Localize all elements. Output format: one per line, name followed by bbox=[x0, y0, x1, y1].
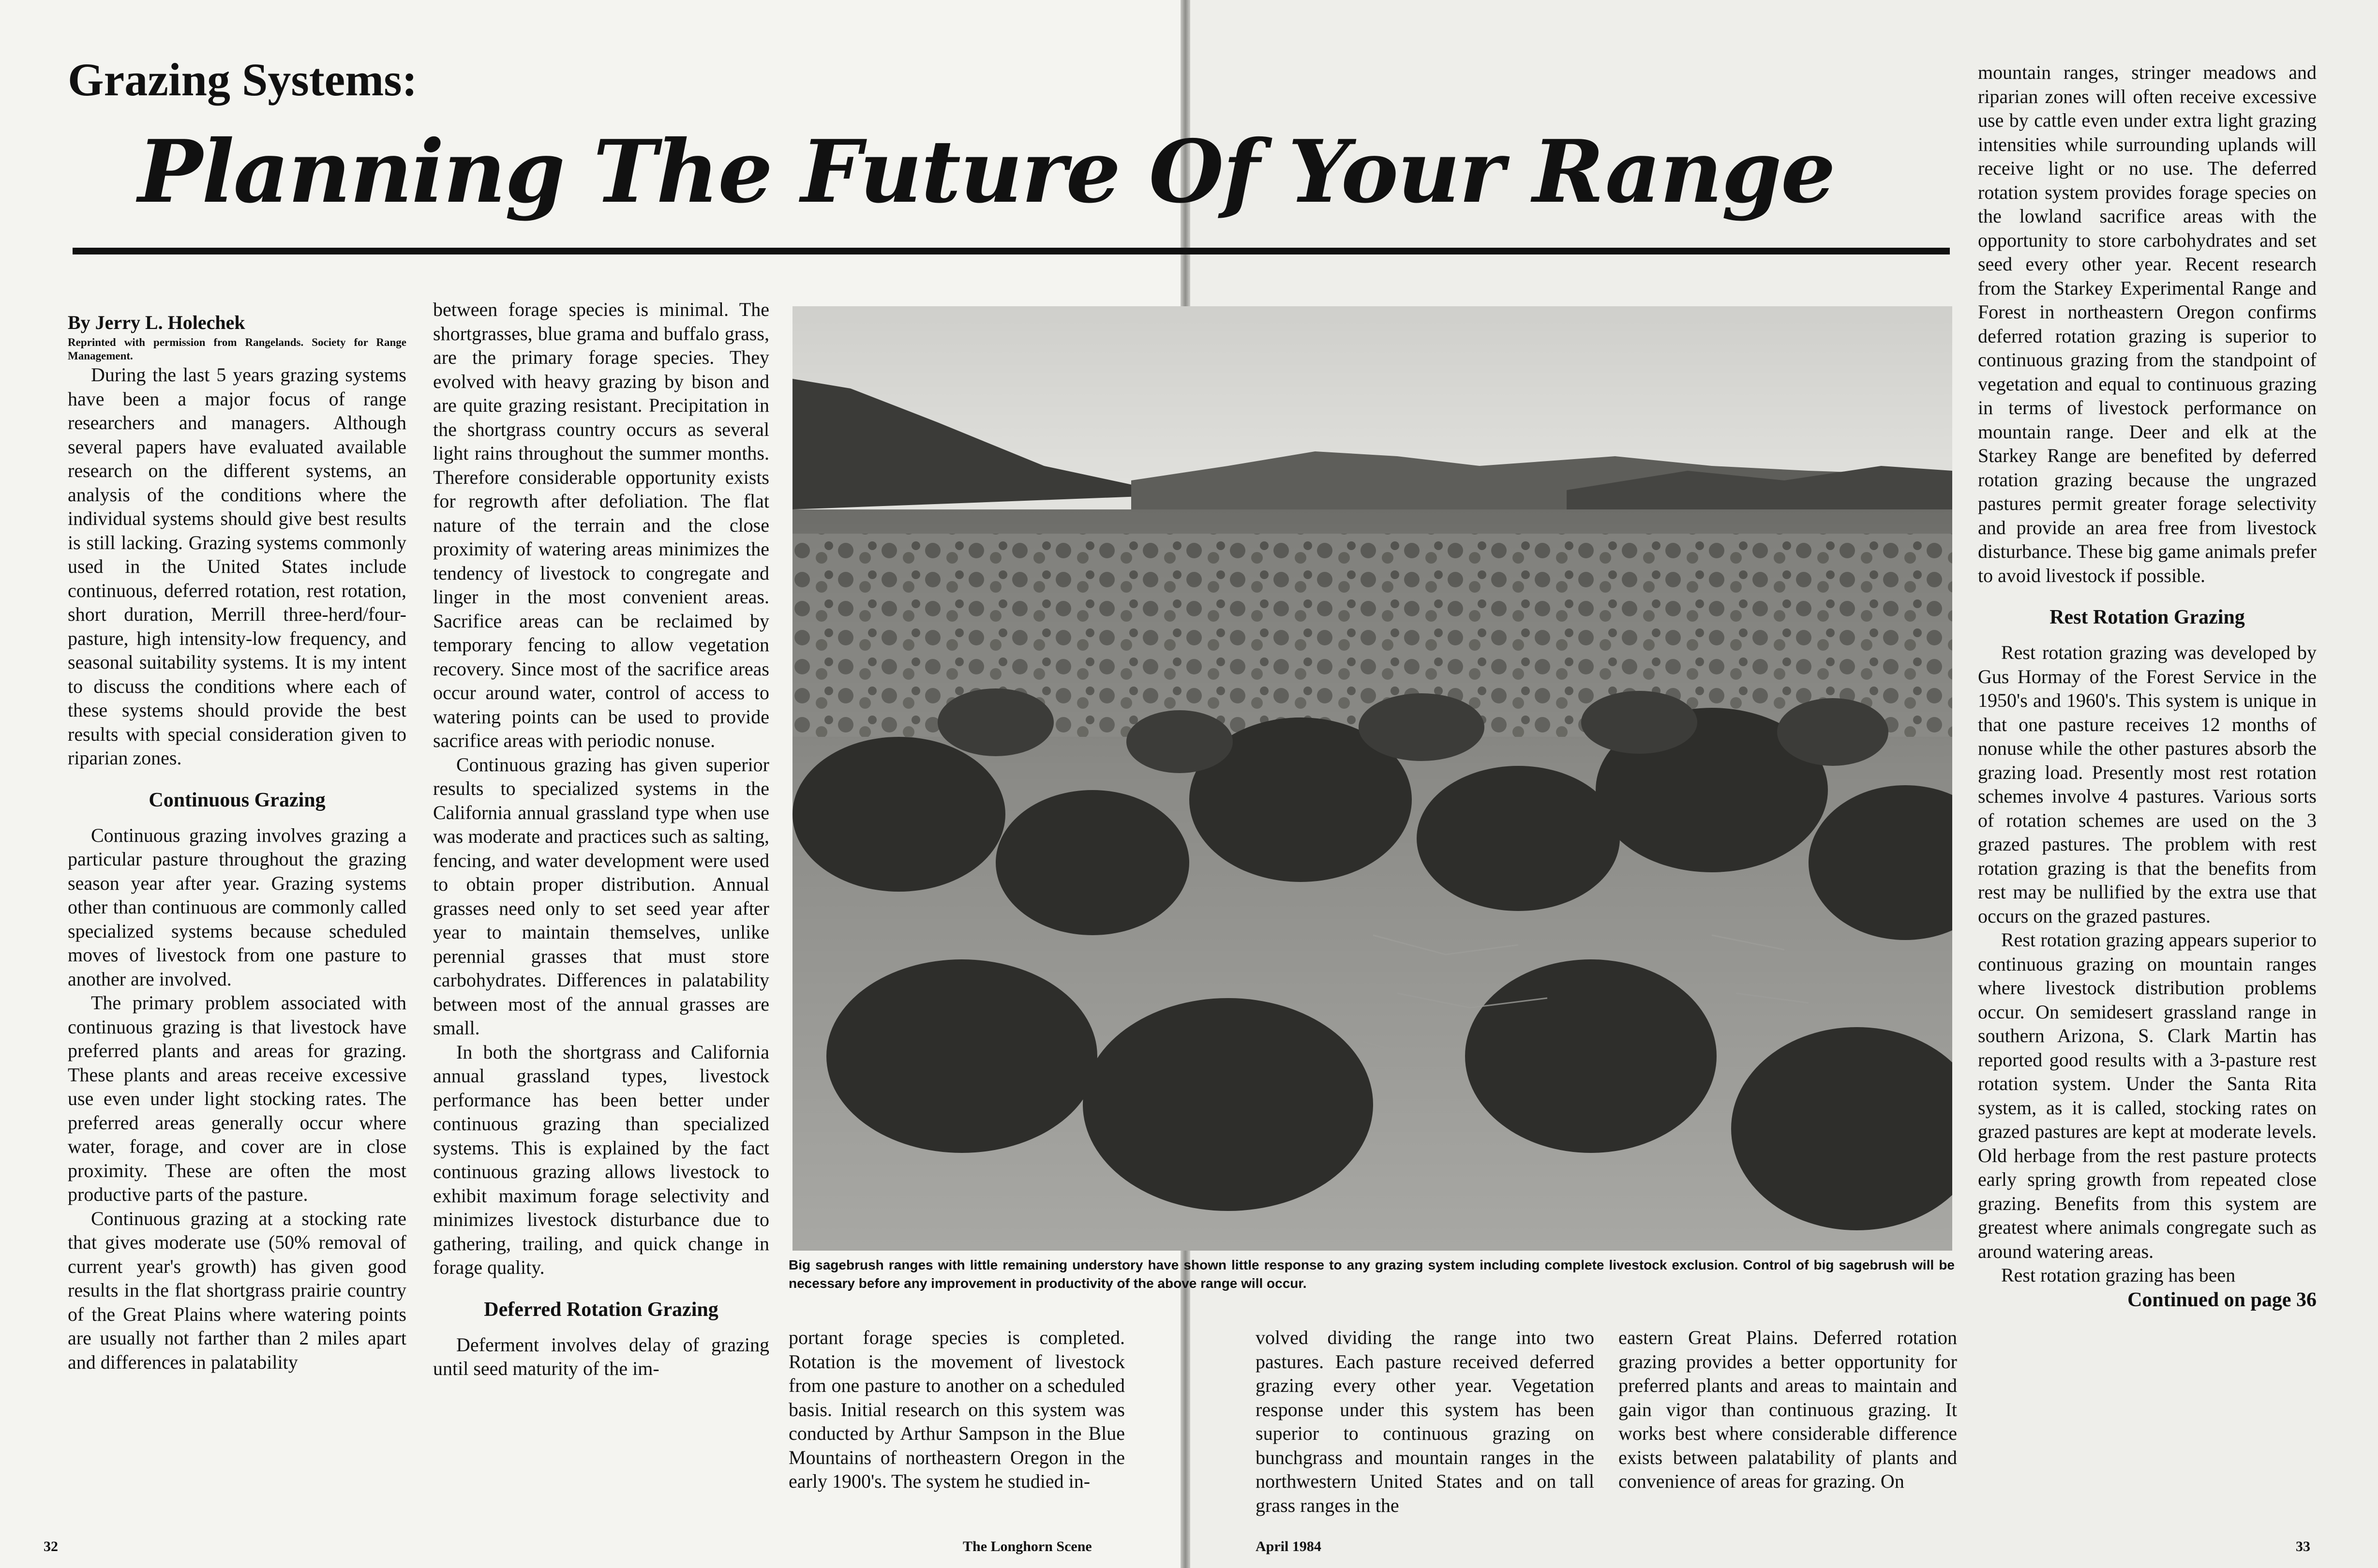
paragraph: Continuous grazing involves grazing a particular pasture throughout the grazing season year after year. Grazing systems other than continuous are commonly called specialized systems because scheduled moves of livestock from one pasture to another are involved. bbox=[68, 824, 406, 990]
continued-link[interactable]: Continued on page 36 bbox=[2127, 1288, 2317, 1311]
paragraph: volved dividing the range into two pastures. Each pasture received deferred grazing every other year. Vegetation response under this system has been superior to continuous grazing on bunchgrass and mountain ranges in the northwestern United States and on tall grass ranges in the bbox=[1256, 1327, 1594, 1516]
paragraph: eastern Great Plains. Deferred rotation grazing provides a better opportunity for preferred plants and areas to maintain and gain vigor than continuous grazing. It works best where considerable difference exists between palatability of plants and convenience of areas for grazing. On bbox=[1618, 1327, 1957, 1492]
paragraph: mountain ranges, stringer meadows and riparian zones will often receive excessive use by cattle even under extra light grazing intensities while surrounding uplands will receive light or no use. The deferred rotation system provides forage species on the lowland sacrifice areas with the opportunity to store carbohydrates and set seed every other year. Recent research from the Starkey Experimental Range and Forest in northeastern Oregon confirms deferred rotation grazing is superior to continuous grazing from the standpoint of vegetation and equal to continuous grazing in terms of livestock performance on mountain range. Deer and elk at the Starkey Range are benefited by deferred rotation grazing because the ungrazed pastures permit greater forage selectivity and provide an area free from livestock disturbance. These big game animals prefer to avoid livestock if possible. bbox=[1978, 61, 2317, 586]
reprint-credit: Reprinted with permission from Rangelands. Society for Range Management. bbox=[68, 336, 406, 362]
paragraph: During the last 5 years grazing systems have been a major focus of range researchers and managers. Although several papers have evaluated available research on the different systems, an analysis of the conditions where the individual systems should give best results is still lacking. Grazing systems commonly used in the United States include continuous, deferred rotation, rest rotation, short duration, Merrill three-herd/four-pasture, high intensity-low frequency, and seasonal suitability systems. It is my intent to discuss the conditions where each of these systems should provide the best results with special consideration given to riparian zones. bbox=[68, 364, 406, 769]
byline: By Jerry L. Holechek bbox=[68, 312, 245, 333]
landscape-illustration bbox=[793, 306, 1952, 1251]
column-2 bbox=[433, 298, 769, 1381]
paragraph: Rest rotation grazing has been bbox=[2001, 1264, 2236, 1286]
paragraph: Rest rotation grazing appears superior to continuous grazing on mountain ranges where livestock distribution problems occur. On semidesert grassland range in southern Arizona, S. Clark Martin has reported good results with a 3-pasture rest rotation system. Under the Santa Rita system, as it is called, stocking rates on grazed pastures are kept at moderate levels. Old herbage from the rest pasture protects early spring growth from repeated close grazing. Benefits from this system are greatest where animals congregate such as around watering areas. bbox=[1978, 929, 2317, 1262]
column-5 bbox=[1618, 1326, 1957, 1493]
sagebrush-range-photo bbox=[793, 306, 1952, 1251]
paragraph: Continuous grazing at a stocking rate that gives moderate use (50% removal of current year's growth) has given good results in the flat shortgrass prairie country of the Great Plains where watering points are usually not farther than 2 miles apart and differences in palatability bbox=[68, 1207, 406, 1373]
paragraph: In both the shortgrass and California annual grassland types, livestock performance has been better under continuous grazing than specialized systems. This is explained by the fact continuous grazing allows livestock to exhibit maximum forage selectivity and minimizes livestock disturbance due to gathering, trailing, and quick change in forage quality. bbox=[433, 1041, 769, 1278]
column-3 bbox=[789, 1326, 1125, 1493]
issue-date: April 1984 bbox=[1256, 1538, 1321, 1554]
paragraph: Deferment involves delay of grazing until seed maturity of the im- bbox=[433, 1333, 769, 1379]
article-headline: Planning The Future Of Your Range bbox=[138, 121, 1835, 222]
publication-title: The Longhorn Scene bbox=[963, 1538, 1092, 1554]
column-6 bbox=[1978, 60, 2317, 1312]
paragraph: portant forage species is completed. Rotation is the movement of livestock from one pasture to another on a scheduled basis. Initial research on this system was conducted by Arthur Sampson in the Blue Mountains of northeastern Oregon in the early 1900's. The system he studied in- bbox=[789, 1327, 1125, 1492]
page-number-right: 33 bbox=[2296, 1538, 2310, 1554]
headline-rule bbox=[73, 248, 1950, 254]
article-kicker: Grazing Systems: bbox=[68, 54, 418, 105]
section-heading-rest: Rest Rotation Grazing bbox=[2049, 606, 2245, 628]
column-1 bbox=[68, 310, 406, 1374]
column-4 bbox=[1256, 1326, 1594, 1517]
paragraph: between forage species is minimal. The shortgrasses, blue grama and buffalo grass, are the primary forage species. They evolved with heavy grazing by bison and are quite grazing resistant. Precipitation in the shortgrass country occurs as several light rains throughout the summer months. Therefore considerable opportunity exists for regrowth after defoliation. The flat nature of the terrain and the close proximity of watering areas minimizes the tendency of livestock to congregate and linger in the most convenient areas. Sacrifice areas can be reclaimed by temporary fencing to allow vegetation recovery. Since most of the sacrifice areas occur around water, control of access to watering points can be used to provide sacrifice areas with periodic nonuse. bbox=[433, 299, 769, 751]
paragraph: Continuous grazing has given superior results to specialized systems in the California annual grassland type when use was moderate and practices such as salting, fencing, and water development were used to obtain proper distribution. Annual grasses need only to set seed year after year to maintain themselves, unlike perennial grasses that must store carbohydrates. Differences in palatability between most of the annual grasses are small. bbox=[433, 753, 769, 1039]
section-heading-continuous: Continuous Grazing bbox=[149, 789, 326, 811]
section-heading-deferred: Deferred Rotation Grazing bbox=[484, 1298, 718, 1321]
paragraph: The primary problem associated with continuous grazing is that livestock have preferred plants and areas for grazing. These plants and areas receive excessive use even under light stocking rates. The preferred areas generally occur where water, forage, and cover are in close proximity. These are often the most productive parts of the pasture. bbox=[68, 992, 406, 1205]
photo-caption: Big sagebrush ranges with little remaining understory have shown little response to any grazing system including complete livestock exclusion. Control of big sagebrush will be necessary before any improvement in productivity of the above range will occur. bbox=[789, 1257, 1955, 1291]
page-number-left: 32 bbox=[44, 1538, 58, 1554]
paragraph: Rest rotation grazing was developed by Gus Hormay of the Forest Service in the 1950's and 1960's. This system is unique in that one pasture receives 12 months of nonuse while the other pastures absorb the grazing load. Presently most rest rotation schemes involve 4 pastures. Various sorts of rotation schemes are used on the 3 grazed pastures. The problem with rest rotation grazing is that the benefits from rest may be nullified by the extra use that occurs on the grazed pastures. bbox=[1978, 642, 2317, 927]
